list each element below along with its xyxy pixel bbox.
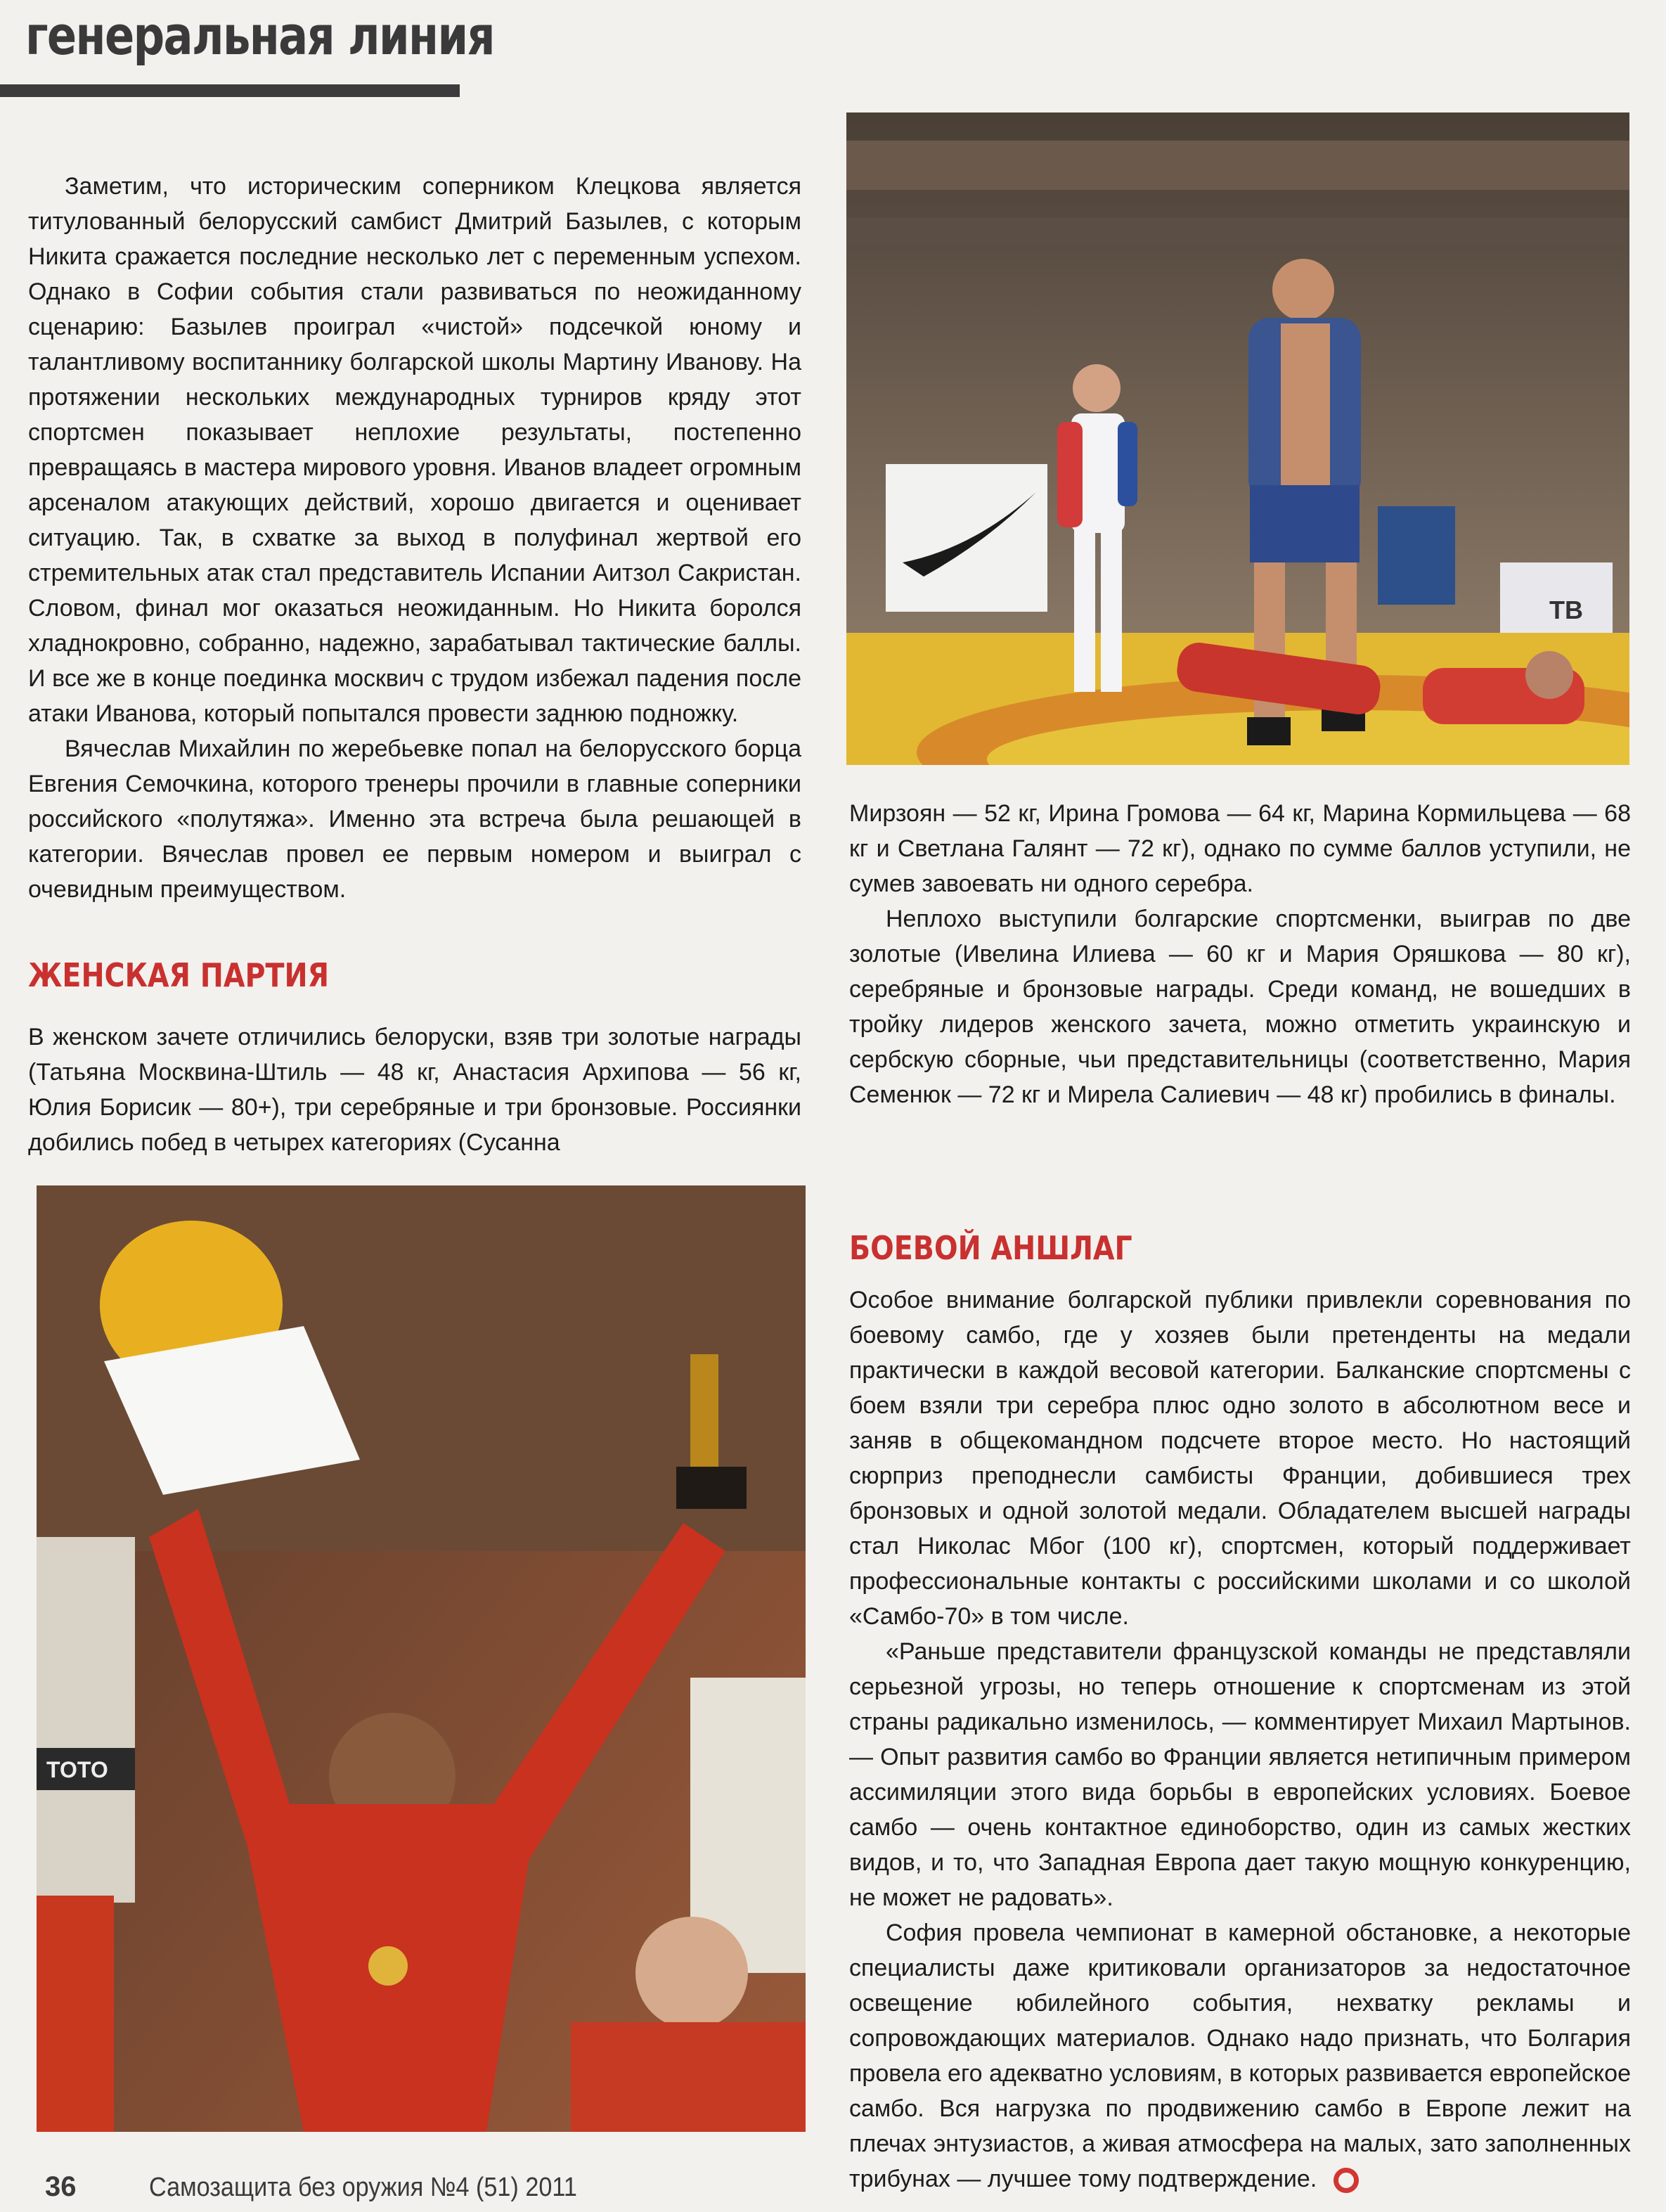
banner-text: TB xyxy=(1549,596,1583,624)
paragraph: Мирзоян — 52 кг, Ирина Громова — 64 кг, Марина Кормильцева — 68 кг и Светлана Галянт — 72 кг), однако по сумме баллов уступили, не сумев завоевать ни одного серебра. xyxy=(849,800,1631,897)
right-column xyxy=(849,796,1631,1112)
paragraph: В женском зачете отличились белоруски, взяв три золотые награды (Татьяна Москвина-Штиль — 48 кг, Анастасия Архипова — 56 кг, Юлия Борисик — 80+), три серебряные и три бронзовые. Россиянки добились побед в четырех категориях (Сусанна xyxy=(28,1024,801,1156)
photo-podium-illustration xyxy=(37,1185,806,2132)
banner-text: TOTO xyxy=(46,1757,108,1782)
women-heading: ЖЕНСКАЯ ПАРТИЯ xyxy=(28,956,330,994)
paragraph: Вячеслав Михайлин по жеребьевке попал на белорусского борца Евгения Семочкина, которого тренеры прочили в главные соперники российского «полутяжа». Именно эта встреча была решающей в категории. Вячеслав провел ее первым номером и выиграл с очевидным преимуществом. xyxy=(28,735,801,903)
paragraph: Особое внимание болгарской публики привлекли соревнования по боевому самбо, где у хозяев были претенденты на медали практически в каждой весовой категории. Балканские спортсмены с боем взяли три серебра плюс одно золото в абсолютном весе и заняв в общекомандном подсчете второе место. Но настоящий сюрприз преподнесли самбисты Франции, добившиеся трех бронзовых и одной золотой медали. Обладателем высшей награды стал Николас Мбог (100 кг), спортсмен, который поддерживает профессиональные контакты с российскими школами и со школой «Самбо-70» в том числе. xyxy=(849,1287,1631,1630)
paragraph: Заметим, что историческим соперником Клецкова является титулованный белорусский самбист Дмитрий Базылев, с которым Никита сражается последние несколько лет с переменным успехом. Однако в Софии события стали развиваться по неожиданному сценарию: Базылев проиграл «чистой» подсечкой юному и талантливому воспитаннику болгарской школы Мартину Иванову. На протяжении нескольких международных турниров кряду этот спортсмен показывает неплохие результаты, постепенно превращаясь в мастера мирового уровня. Иванов владеет огромным арсеналом атакующих действий, хорошо двигается и оценивает ситуацию. Так, в схватке за выход в полуфинал жертвой его стремительных атак стал представитель Испании Аитзол Сакристан. Словом, финал мог оказаться неожиданным. Но Никита боролся хладнокровно, собранно, надежно, зарабатывал тактические баллы. И все же в конце поединка москвич с трудом избежал падения после атаки Иванова, который попытался провести заднюю подножку. xyxy=(28,173,801,727)
left-column xyxy=(28,169,801,1160)
photo-wrestlers-referee xyxy=(846,112,1629,765)
end-of-article-icon xyxy=(1334,2168,1359,2193)
magazine-title: Самозащита без оружия №4 (51) 2011 xyxy=(149,2173,577,2202)
page-number: 36 xyxy=(45,2171,77,2202)
paragraph: «Раньше представители французской команды не представляли серьезной угрозы, но теперь отношение к спортсменам из этой страны радикально изменилось, — комментирует Михаил Мартынов. — Опыт развития самбо во Франции является нетипичным примером ассимиляции этого вида борьбы в европейских условиях. Боевое самбо — очень контактное единоборство, один из самых жестких видов, и то, что Западная Европа дает такую мощную конкуренцию, не может не радовать». xyxy=(849,1638,1631,1911)
photo-wrestlers-illustration xyxy=(846,112,1629,765)
right-column-combat xyxy=(849,1223,1631,2197)
paragraph: Неплохо выступили болгарские спортсменки, выиграв по две золотые (Ивелина Илиева — 60 кг и Мария Оряшкова — 80 кг), серебряные и бронзовые награды. Среди команд, не вошедших в тройку лидеров женского зачета, можно отметить украинскую и сербскую сборные, чьи представительницы (соответственно, Мария Семенюк — 72 кг и Мирела Салиевич — 48 кг) пробились в финалы. xyxy=(849,906,1631,1108)
section-rule xyxy=(0,84,460,97)
photo-podium-winners xyxy=(37,1185,806,2132)
section-title: генеральная линия xyxy=(25,4,494,67)
combat-heading: БОЕВОЙ АНШЛАГ xyxy=(849,1229,1132,1267)
paragraph xyxy=(849,1915,1631,2197)
paragraph-text: София провела чемпионат в камерной обстановке, а некоторые специалисты даже критиковали организаторов за недостаточное освещение юбилейного события, нехватку рекламы и сопровождающих материалов. Однако надо признать, что Болгария провела его адекватно условиям, в которых развивается европейское самбо. Вся нагрузка по продвижению самбо в Европе лежит на плечах энтузиастов, а живая атмосфера на малых, зато заполненных трибунах — лучшее тому подтверждение. xyxy=(849,1920,1631,2192)
